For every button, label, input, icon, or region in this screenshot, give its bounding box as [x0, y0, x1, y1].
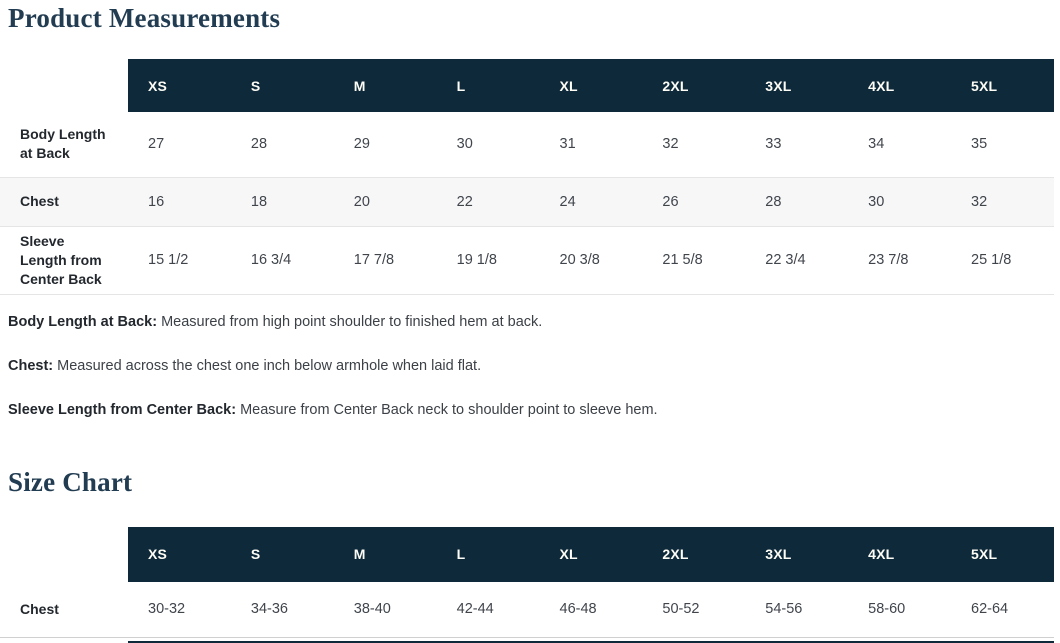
size-column-header: S	[231, 59, 334, 112]
measurement-value: 24	[559, 193, 576, 210]
size-column-header: 4XL	[848, 527, 951, 582]
measurements-title: Product Measurements	[8, 3, 281, 33]
size-range-value: 30-32	[148, 601, 186, 618]
measurement-value: 17 7/8	[353, 252, 395, 268]
size-column-header: 2XL	[642, 527, 745, 582]
size-column-header: XS	[128, 59, 231, 112]
measurement-value: 16	[148, 193, 165, 210]
product-measurements-table	[0, 59, 1054, 295]
measurement-value: 20 3/8	[559, 252, 600, 268]
size-chart-table	[0, 527, 1054, 639]
measurement-value: 30	[456, 136, 473, 153]
row-label: Chest	[20, 193, 59, 209]
measurement-notes	[8, 313, 1060, 419]
measurement-value: 23 7/8	[868, 252, 909, 268]
measurement-value: 20	[353, 193, 370, 210]
size-chart-title: Size Chart	[8, 466, 133, 497]
size-column-header: 2XL	[642, 59, 745, 112]
size-range-value: 46-48	[559, 601, 597, 618]
size-range-value: 38-40	[353, 601, 391, 618]
size-range-value: 58-60	[868, 601, 906, 618]
note-text: Measured across the chest one inch below armhole when laid flat.	[57, 357, 482, 374]
measurement-value: 35	[971, 136, 988, 153]
header-corner-cell	[0, 527, 128, 582]
note-term: Chest:	[8, 357, 54, 374]
measurement-value: 22 3/4	[765, 252, 806, 268]
measurement-value: 31	[559, 136, 576, 153]
size-column-header: XL	[540, 527, 643, 582]
table-row-chest	[0, 177, 1054, 226]
measurement-value: 28	[765, 193, 782, 210]
measurement-value: 27	[148, 136, 165, 153]
measurement-value: 33	[765, 136, 782, 153]
size-header-row	[0, 527, 1054, 582]
table-row-sleeve-length	[0, 226, 1054, 294]
measurement-note	[8, 401, 1060, 419]
size-column-header: M	[334, 59, 437, 112]
measurement-value: 25 1/8	[971, 252, 1012, 268]
note-text: Measured from high point shoulder to finished hem at back.	[161, 313, 543, 330]
measurement-value: 18	[250, 193, 268, 210]
measurement-value: 21 5/8	[662, 252, 703, 268]
measurement-value: 28	[250, 136, 268, 153]
measurement-value: 19 1/8	[456, 252, 497, 268]
size-range-value: 50-52	[662, 601, 700, 618]
size-column-header: XL	[540, 59, 643, 112]
size-range-value: 34-36	[250, 601, 288, 618]
size-range-value: 62-64	[971, 601, 1009, 618]
measurement-value: 16 3/4	[250, 252, 292, 268]
size-column-header: XS	[128, 527, 231, 582]
measurement-value: 22	[456, 193, 473, 210]
measurement-value: 15 1/2	[148, 252, 189, 268]
size-column-header: M	[334, 527, 437, 582]
size-column-header: 4XL	[848, 59, 951, 112]
size-range-value: 54-56	[765, 601, 803, 618]
measurement-value: 30	[868, 193, 885, 210]
size-column-header: 5XL	[951, 527, 1054, 582]
size-column-header: L	[437, 59, 540, 112]
table-row-chest-range	[0, 582, 1054, 638]
measurement-value: 29	[353, 136, 370, 153]
table-row-body-length	[0, 112, 1054, 177]
size-header-row	[0, 59, 1054, 112]
size-column-header: S	[231, 527, 334, 582]
size-column-header: 3XL	[745, 527, 848, 582]
measurement-note	[8, 313, 1060, 331]
measurement-value: 26	[662, 193, 679, 210]
note-term: Sleeve Length from Center Back:	[8, 401, 237, 418]
size-column-header: 5XL	[951, 59, 1054, 112]
note-term: Body Length at Back:	[8, 313, 158, 330]
measurement-value: 32	[971, 193, 988, 210]
row-label: Body Length at Back	[20, 126, 106, 162]
size-range-value: 42-44	[456, 601, 494, 618]
measurement-value: 32	[662, 136, 679, 153]
row-label: Sleeve Length from Center Back	[20, 232, 102, 287]
measurement-note	[8, 357, 1060, 375]
note-text: Measure from Center Back neck to shoulder point to sleeve hem.	[240, 401, 658, 418]
header-corner-cell	[0, 59, 128, 112]
size-column-header: L	[437, 527, 540, 582]
measurement-value: 34	[868, 136, 885, 153]
size-column-header: 3XL	[745, 59, 848, 112]
row-label: Chest	[20, 600, 59, 617]
